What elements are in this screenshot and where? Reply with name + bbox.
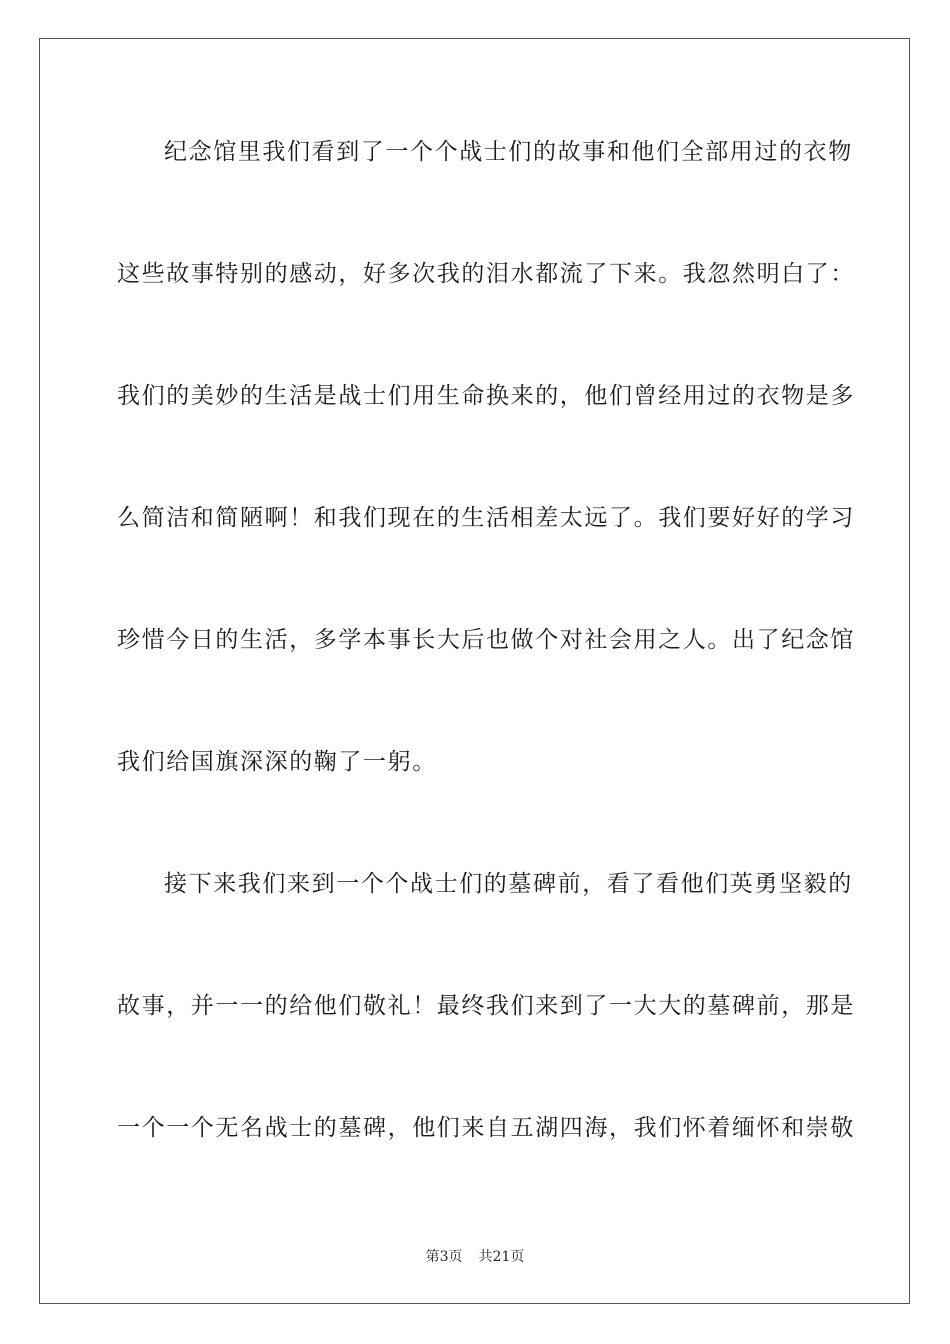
paragraph-2-line-3: 一个一个无名战士的墓碑，他们来自五湖四海，我们怀着缅怀和崇敬 [117,1115,855,1141]
paragraph-2-line-1: 接下来我们来到一个个战士们的墓碑前，看了看他们英勇坚毅的 [164,871,853,897]
paragraph-1-line-6: 我们给国旗深深的鞠了一躬。 [117,749,437,775]
paragraph-1-line-2: 这些故事特别的感动，好多次我的泪水都流了下来。我忽然明白了： [117,261,855,287]
paragraph-2-line-2: 故事，并一一的给他们敬礼！最终我们来到了一大大的墓碑前，那是 [117,993,855,1019]
page-total: 共21页 [478,1249,525,1265]
paragraph-1-line-3: 我们的美妙的生活是战士们用生命换来的，他们曾经用过的衣物是多 [117,383,855,409]
paragraph-1-line-4: 么简洁和简陋啊！和我们现在的生活相差太远了。我们要好好的学习 [117,505,855,531]
paragraph-1-line-1: 纪念馆里我们看到了一个个战士们的故事和他们全部用过的衣物 [164,139,853,165]
paragraph-1-line-5: 珍惜今日的生活，多学本事长大后也做个对社会用之人。出了纪念馆 [117,627,855,653]
page-number: 第3页 [425,1249,463,1265]
page-footer [0,1248,950,1266]
